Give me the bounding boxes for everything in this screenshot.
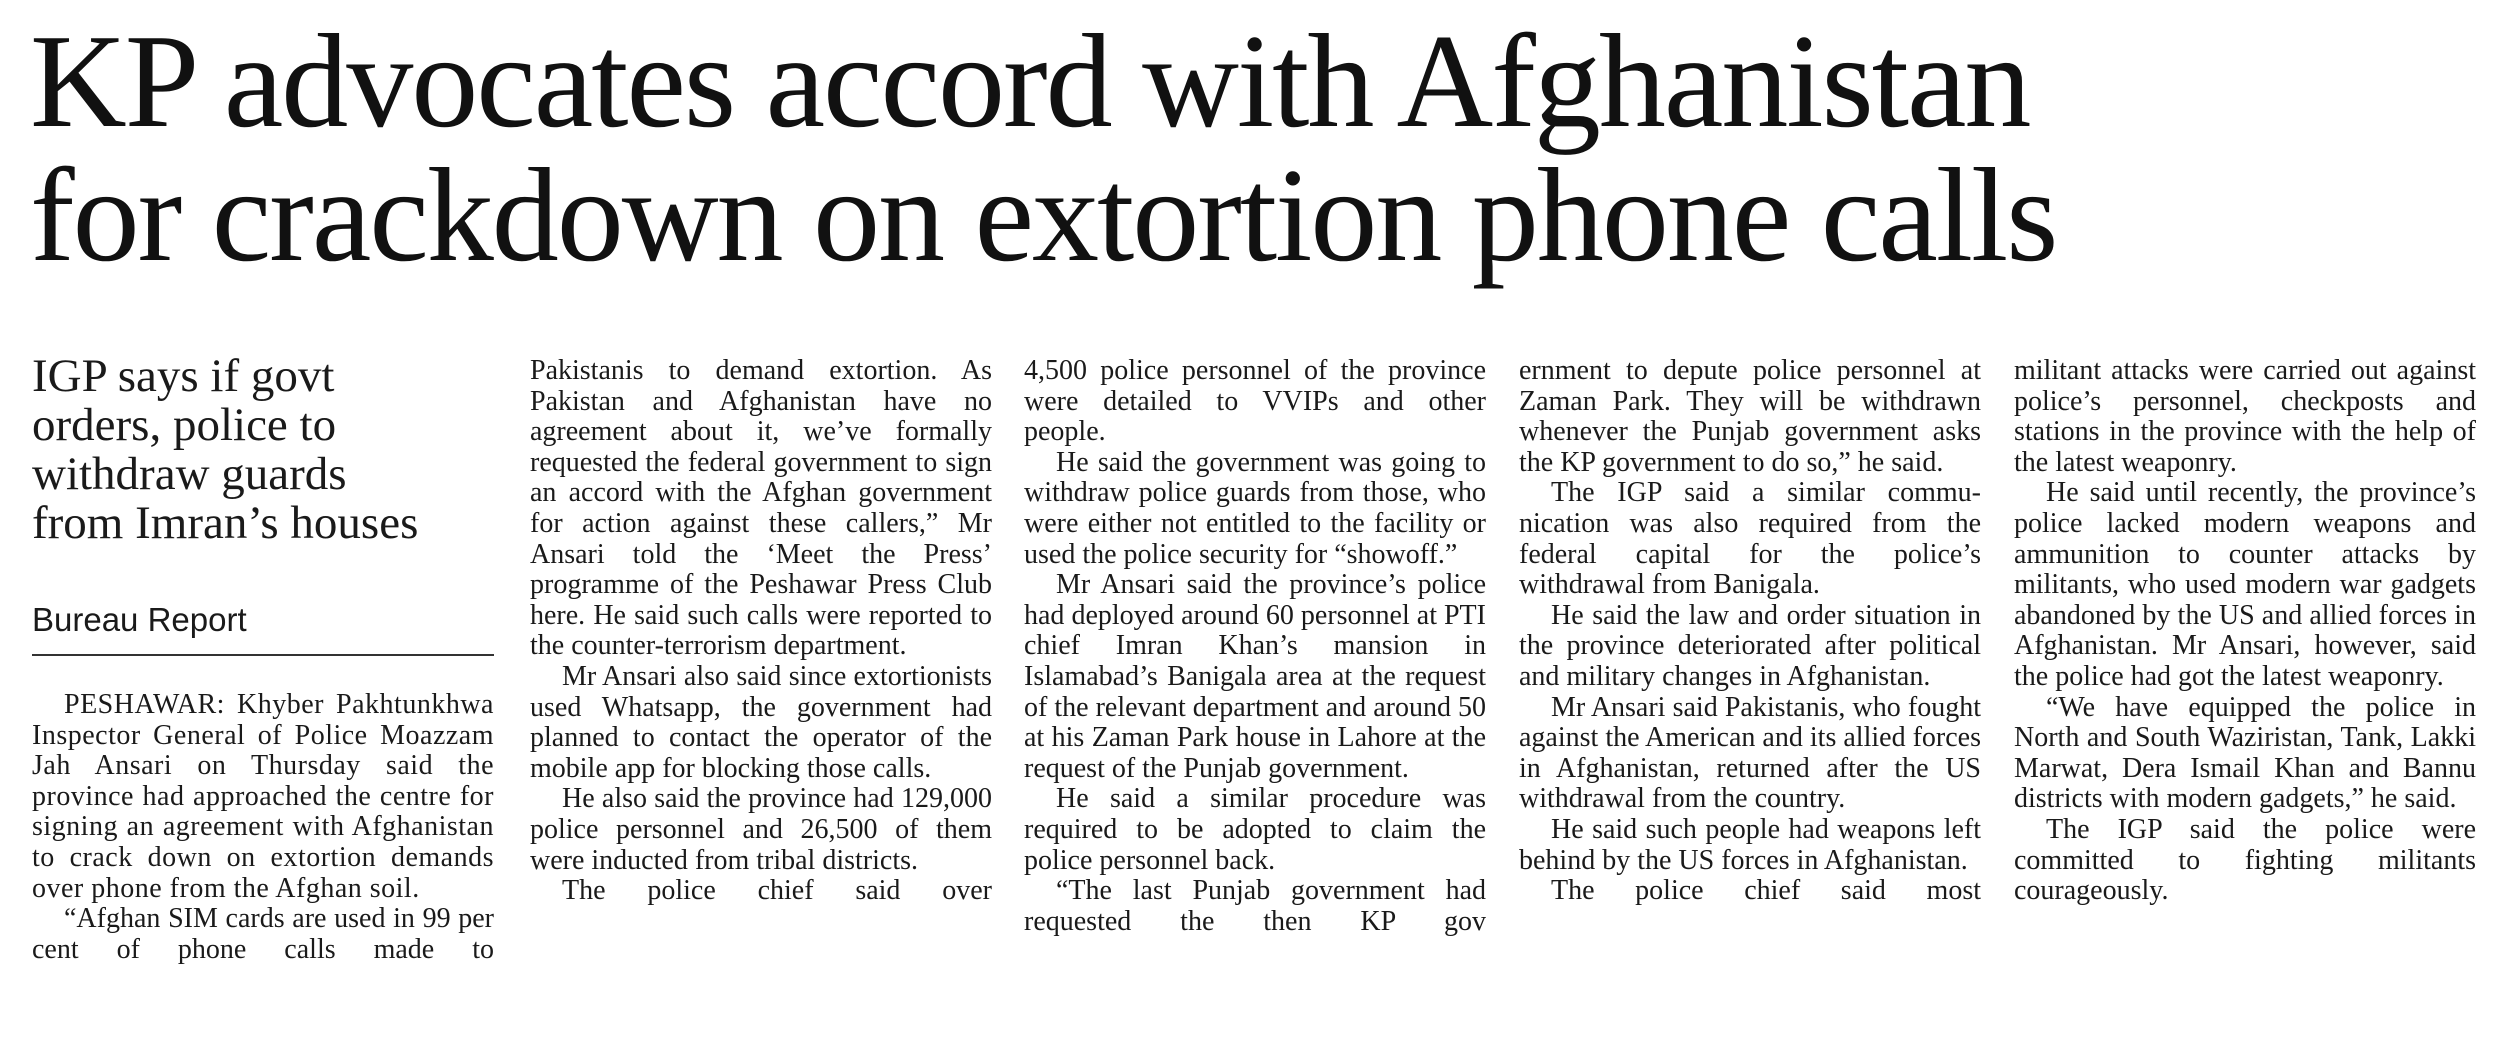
article-paragraph: The police chief said over bbox=[562, 875, 992, 907]
article-paragraph: ernment to depute police personnel at Zaman Park. They will be withdrawn whenever the Punjab government asks the KP government to do so,” he said. bbox=[1519, 355, 1981, 478]
article-paragraph: He said a similar procedure was required to be adopted to claim the police personnel back. bbox=[1024, 783, 1486, 876]
subheadline-line-3: withdraw guards bbox=[32, 448, 347, 500]
article-paragraph: “Afghan SIM cards are used in 99 per cent of phone calls made to bbox=[32, 903, 494, 965]
article-paragraph: He said the law and order situation in the province deteriorated after political and military changes in Afghanistan. bbox=[1519, 599, 1981, 692]
article-paragraph: militant attacks were carried out against police’s personnel, checkposts and stations in the province with the help of the latest weaponry. bbox=[2014, 355, 2476, 478]
article-paragraph: Mr Ansari also said since extortionists used Whatsapp, the government had planned to contact the operator of the mobile app for blocking those calls. bbox=[530, 660, 992, 784]
article-paragraph: 4,500 police personnel of the province were detailed to VVIPs and other people. bbox=[1024, 355, 1486, 448]
article-column-5 bbox=[2014, 356, 2476, 907]
subheadline-line-4: from Imran’s houses bbox=[32, 497, 419, 549]
article-column-4 bbox=[1519, 356, 1981, 907]
byline: Bureau Report bbox=[32, 600, 494, 656]
article-paragraph: He said such people had weapons left behind by the US forces in Afghanistan. bbox=[1519, 813, 1981, 876]
headline-line-1: KP advocates accord with Afghanistan bbox=[30, 7, 2030, 155]
article-paragraph: “The last Punjab government had requested the then KP gov bbox=[1024, 875, 1486, 937]
article-column-1 bbox=[32, 690, 494, 965]
article-paragraph: The police chief said most bbox=[1551, 875, 1981, 907]
subheadline bbox=[32, 352, 502, 548]
article-paragraph: Mr Ansari said Pakistanis, who fought against the American and its allied forces in Afghanistan, returned after the US withdrawal from the country. bbox=[1519, 691, 1981, 815]
subheadline-line-1: IGP says if govt bbox=[32, 350, 335, 402]
article-column-3 bbox=[1024, 356, 1486, 937]
article-paragraph: “We have equipped the police in North and South Waziristan, Tank, Lakki Marwat, Dera Ismail Khan and Bannu districts with modern gadgets,” he said. bbox=[2014, 691, 2476, 815]
article-column-2 bbox=[530, 356, 992, 907]
article-paragraph: He said until recently, the province’s police lacked modern weapons and ammunition to counter attacks by militants, who used modern war gadgets abandoned by the US and allied forces in Afghanistan. Mr Ansari, however, said the police had got the latest weaponry. bbox=[2014, 477, 2476, 692]
headline-line-2: for crackdown on extortion phone calls bbox=[30, 141, 2057, 289]
article-paragraph: The IGP said a similar communication was also required from the federal capital for the police’s withdrawal from Banigala. bbox=[1519, 477, 1981, 601]
subheadline-line-2: orders, police to bbox=[32, 399, 337, 451]
headline bbox=[30, 7, 2470, 289]
article-paragraph: The IGP said the police were committed to fighting militants courageously. bbox=[2014, 813, 2476, 907]
article-paragraph: He also said the province had 129,000 police personnel and 26,500 of them were inducted from tribal districts. bbox=[530, 783, 992, 876]
article-paragraph: Pakistanis to demand extortion. As Pakistan and Afghanistan have no agreement about it, we’ve formally requested the federal government to sign an accord with the Afghan government for action against these callers,” Mr Ansari told the ‘Meet the Press’ programme of the Peshawar Press Club here. He said such calls were reported to the counter-terrorism department. bbox=[530, 355, 992, 662]
article-paragraph: He said the government was going to withdraw police guards from those, who were either not entitled to the facility or used the police security for “showoff.” bbox=[1024, 446, 1486, 570]
article-paragraph: PESHAWAR: Khyber Pakhtunkhwa Inspector General of Police Moazzam Jah Ansari on Thursday said the province had approached the centre for signing an agreement with Afghanistan to crack down on extortion demands over phone from the Afghan soil. bbox=[32, 689, 494, 904]
article-paragraph: Mr Ansari said the province’s police had deployed around 60 personnel at PTI chief Imran Khan’s mansion in Islamabad’s Banigala area at the request of the relevant department and around 50 at his Zaman Park house in Lahore at the request of the Punjab government. bbox=[1024, 569, 1486, 784]
